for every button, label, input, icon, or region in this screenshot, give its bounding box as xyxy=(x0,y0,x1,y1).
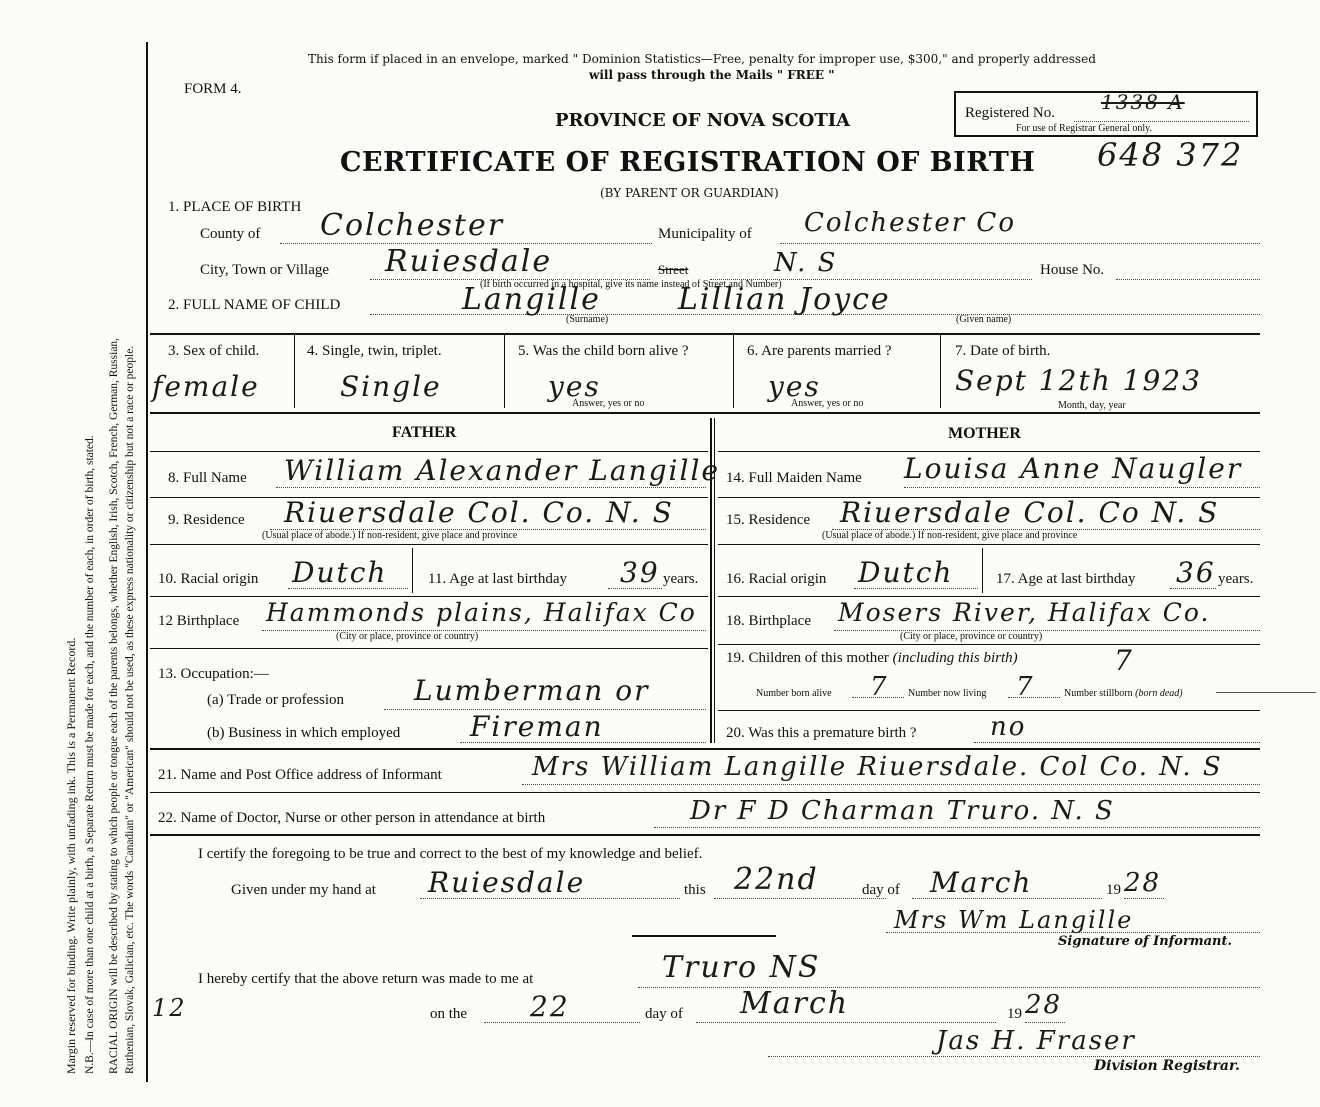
born-alive-note: Answer, yes or no xyxy=(572,398,645,409)
margin-note-racial-origin-2: Ruthenian, Slovak, Galician, etc. The words "Canadian" or "American" should not be used, as these express nationality or citizenship but not a race or people. xyxy=(124,345,136,1074)
informant-signature-label: Signature of Informant. xyxy=(1058,934,1232,949)
father-heading: FATHER xyxy=(392,424,457,441)
father-name: William Alexander Langille xyxy=(284,454,720,487)
registrar-year-prefix: 19 xyxy=(1007,1006,1022,1022)
mother-residence-note: (Usual place of abode.) If non-resident, give place and province xyxy=(822,530,1078,541)
mother-racial: Dutch xyxy=(858,556,954,589)
mother-age-years: years. xyxy=(1218,571,1254,587)
certificate-title: CERTIFICATE OF REGISTRATION OF BIRTH xyxy=(340,147,1036,178)
county-value: Colchester xyxy=(320,208,505,243)
father-residence-label: 9. Residence xyxy=(168,512,245,528)
date-of-birth-label: 7. Date of birth. xyxy=(955,343,1051,359)
registrar-on-the-label: on the xyxy=(430,1006,468,1022)
registered-number-box xyxy=(954,91,1258,137)
given-day-of-label: day of xyxy=(862,882,900,898)
mother-birthplace-note: (City or place, province or country) xyxy=(900,631,1043,642)
father-racial: Dutch xyxy=(292,556,388,589)
date-of-birth-value: Sept 12th 1923 xyxy=(955,364,1202,397)
given-month: March xyxy=(930,866,1033,899)
father-age: 39 xyxy=(620,556,660,589)
given-place: Ruiesdale xyxy=(428,866,586,899)
surname-note: (Surname) xyxy=(566,314,609,325)
registered-value: 1338 A xyxy=(1101,90,1185,114)
informant-label: 21. Name and Post Office address of Informant xyxy=(158,767,442,783)
registrar-day: 22 xyxy=(530,990,570,1023)
registrar-signature-label: Division Registrar. xyxy=(1094,1058,1240,1074)
sex-label: 3. Sex of child. xyxy=(168,343,260,359)
city-value: Ruiesdale xyxy=(385,244,553,279)
parents-married-value: yes xyxy=(768,370,821,403)
father-age-years: years. xyxy=(663,571,699,587)
binding-margin-line xyxy=(146,42,148,1082)
children-of-mother-value: 7 xyxy=(1114,644,1134,677)
mother-name-label: 14. Full Maiden Name xyxy=(726,470,862,486)
mother-residence: Riuersdale Col. Co N. S xyxy=(840,496,1220,529)
plurality-value: Single xyxy=(340,370,442,403)
form-number: FORM 4. xyxy=(184,81,242,97)
margin-note-permanent: Margin reserved for binding. Write plainly, with unfading ink. This is a Permanent Record. xyxy=(64,637,78,1074)
mother-racial-label: 16. Racial origin xyxy=(726,571,827,587)
trade-value: Lumberman or xyxy=(414,674,650,707)
registered-label: Registered No. xyxy=(965,105,1055,121)
father-residence: Riuersdale Col. Co. N. S xyxy=(284,496,674,529)
street-label: Street xyxy=(658,262,689,277)
certificate-subtitle: (BY PARENT OR GUARDIAN) xyxy=(600,186,779,200)
father-birthplace-label: 12 Birthplace xyxy=(158,613,240,629)
mother-name: Louisa Anne Naugler xyxy=(904,452,1243,485)
registrar-month: March xyxy=(740,986,850,1021)
number-now-living: 7 xyxy=(1016,672,1035,702)
this-label: this xyxy=(684,882,706,898)
mother-residence-label: 15. Residence xyxy=(726,512,811,528)
given-year-prefix: 19 xyxy=(1106,882,1121,898)
registrar-year: 28 xyxy=(1025,990,1063,1020)
father-birthplace-note: (City or place, province or country) xyxy=(336,631,479,642)
number-now-living-label: Number now living xyxy=(908,688,987,699)
registrar-day-of-label: day of xyxy=(645,1006,683,1022)
mother-birthplace-label: 18. Birthplace xyxy=(726,613,811,629)
given-under-hand-label: Given under my hand at xyxy=(231,882,376,898)
registrar-certify-text: I hereby certify that the above return was made to me at xyxy=(198,971,534,987)
informant-value: Mrs William Langille Riuersdale. Col Co. N. S xyxy=(532,752,1223,782)
given-day: 22nd xyxy=(734,862,819,897)
doctor-value: Dr F D Charman Truro. N. S xyxy=(690,796,1115,826)
parents-married-label: 6. Are parents married ? xyxy=(747,343,892,359)
city-label: City, Town or Village xyxy=(200,262,330,278)
margin-note-multiple-births: N.B.—In case of more than one child at a birth, a Separate Return must be made for each, and the number of each, in order of birth, stated. xyxy=(84,435,96,1074)
child-given-name: Lillian Joyce xyxy=(678,282,891,317)
hospital-note: (If birth occurred in a hospital, give its name instead of Street and Number) xyxy=(480,279,782,290)
registrar-place: Truro NS xyxy=(662,950,821,985)
municipality-label: Municipality of xyxy=(658,226,752,242)
mother-age-label: 17. Age at last birthday xyxy=(996,571,1136,587)
informant-signature: Mrs Wm Langille xyxy=(894,906,1134,934)
date-of-birth-note: Month, day, year xyxy=(1058,400,1126,411)
business-label: (b) Business in which employed xyxy=(207,725,401,741)
premature-birth-label: 20. Was this a premature birth ? xyxy=(726,725,917,741)
premature-birth-value: no xyxy=(990,712,1027,742)
number-born-alive-label: Number born alive xyxy=(756,688,832,699)
occupation-label: 13. Occupation:— xyxy=(158,666,269,682)
registrar-signature: Jas H. Fraser xyxy=(936,1026,1136,1056)
registration-number-handwritten: 648 372 xyxy=(1097,136,1244,174)
father-residence-note: (Usual place of abode.) If non-resident, give place and province xyxy=(262,530,518,541)
province-heading: PROVINCE OF NOVA SCOTIA xyxy=(555,110,851,131)
given-year: 28 xyxy=(1124,868,1162,898)
doctor-label: 22. Name of Doctor, Nurse or other person in attendance at birth xyxy=(158,810,546,826)
born-alive-label: 5. Was the child born alive ? xyxy=(518,343,689,359)
born-alive-value: yes xyxy=(548,370,601,403)
envelope-notice-line2: will pass through the Mails " FREE " xyxy=(589,68,835,82)
father-age-label: 11. Age at last birthday xyxy=(428,571,567,587)
business-value: Fireman xyxy=(470,710,604,743)
child-surname: Langille xyxy=(462,282,601,317)
informant-certify-text: I certify the foregoing to be true and correct to the best of my knowledge and belief. xyxy=(198,846,703,862)
envelope-notice-line1: This form if placed in an envelope, marked " Dominion Statistics—Free, penalty for improper use, $300," and properly addressed xyxy=(308,52,1096,66)
mother-age: 36 xyxy=(1176,556,1216,589)
father-birthplace: Hammonds plains, Halifax Co xyxy=(266,598,697,627)
county-label: County of xyxy=(200,226,261,242)
number-stillborn-label: Number stillborn (born dead) xyxy=(1064,688,1183,699)
sex-value: female xyxy=(152,370,260,403)
street-value: N. S xyxy=(774,248,838,278)
registrar-margin-number: 12 xyxy=(152,994,187,1022)
mother-heading: MOTHER xyxy=(948,425,1021,442)
margin-note-racial-origin: RACIAL ORIGIN will be described by stating to which people or tongue each of the parents belongs, whether English, Irish, Scotch, French, German, Russian, xyxy=(108,337,120,1074)
child-name-label: 2. FULL NAME OF CHILD xyxy=(168,297,341,313)
father-racial-label: 10. Racial origin xyxy=(158,571,259,587)
children-of-mother-label: 19. Children of this mother (including this birth) xyxy=(726,650,1018,666)
married-note: Answer, yes or no xyxy=(791,398,864,409)
given-name-note: (Given name) xyxy=(956,314,1012,325)
house-number-label: House No. xyxy=(1040,262,1105,278)
mother-birthplace: Mosers River, Halifax Co. xyxy=(838,598,1211,627)
number-born-alive: 7 xyxy=(870,672,889,702)
father-name-label: 8. Full Name xyxy=(168,470,247,486)
trade-label: (a) Trade or profession xyxy=(207,692,345,708)
plurality-label: 4. Single, twin, triplet. xyxy=(307,343,442,359)
registrar-note: For use of Registrar General only. xyxy=(1016,123,1152,134)
municipality-value: Colchester Co xyxy=(804,208,1016,238)
place-of-birth-label: 1. PLACE OF BIRTH xyxy=(168,199,302,215)
